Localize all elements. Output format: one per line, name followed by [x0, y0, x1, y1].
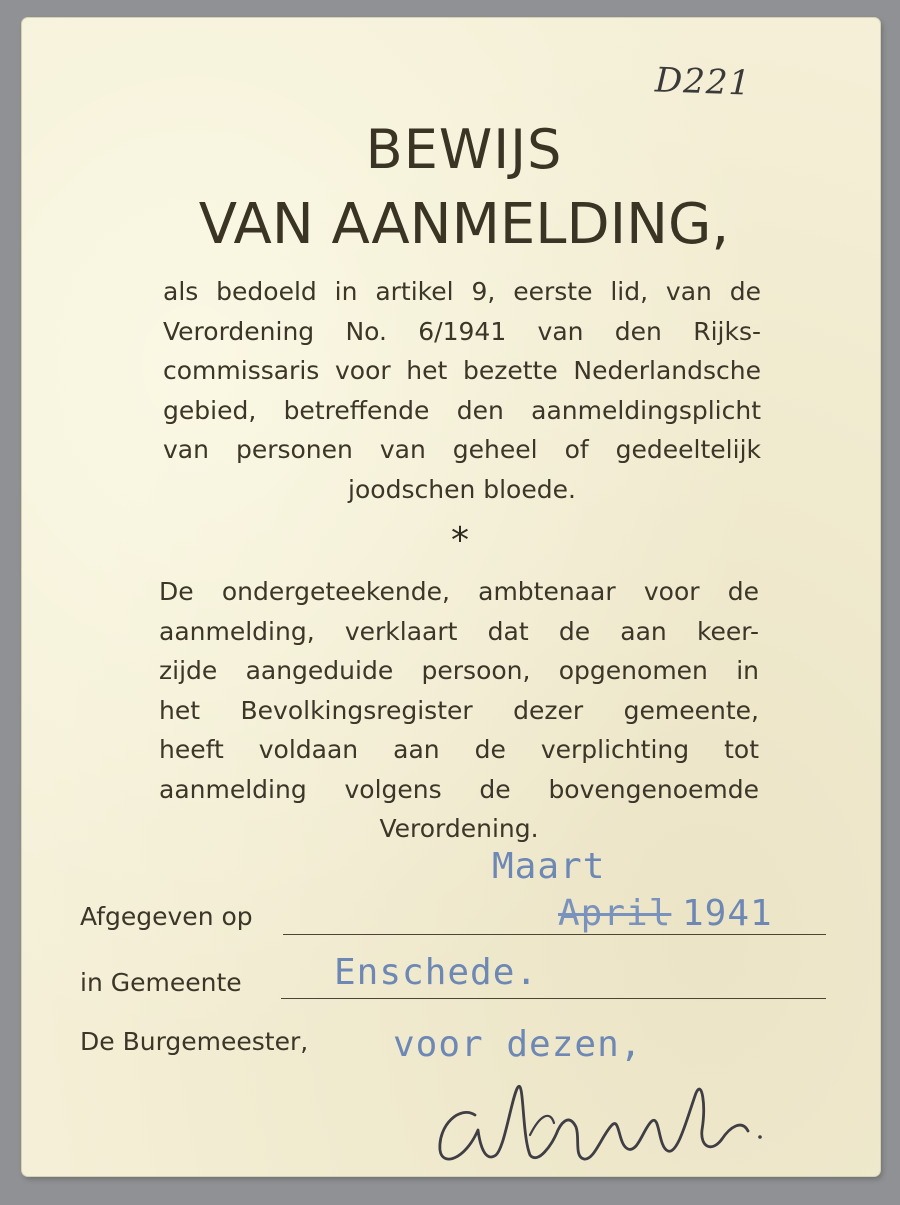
intro-paragraph	[163, 272, 761, 509]
issued-on-label: Afgegeven op	[80, 902, 253, 931]
declaration-line: aanmelding volgens de bovengenoemde	[159, 774, 759, 804]
reference-number: D221	[654, 60, 752, 104]
declaration-line: aanmelding, verklaart dat de aan keer-	[159, 616, 759, 646]
intro-line: Verordening No. 6/1941 van den Rijks-	[163, 316, 761, 346]
title-line-2: VAN AANMELDING,	[198, 192, 730, 257]
declaration-line: De ondergeteekende, ambtenaar voor de	[159, 577, 759, 606]
typed-on-behalf: voor dezen,	[393, 1024, 643, 1065]
handwritten-signature	[430, 1075, 770, 1170]
municipality-label: in Gemeente	[80, 968, 242, 997]
struck-month: April	[558, 893, 672, 934]
declaration-line: Verordening.	[379, 814, 539, 843]
declaration-line: zijde aangeduide persoon, opgenomen in	[159, 656, 759, 685]
asterisk-separator: *	[451, 520, 469, 561]
intro-line: als bedoeld in artikel 9, eerste lid, van de	[163, 277, 761, 306]
declaration-line: heeft voldaan aan de verplichting tot	[159, 735, 759, 764]
municipality-line	[281, 998, 826, 999]
mayor-label: De Burgemeester,	[80, 1027, 309, 1056]
declaration-line: het Bevolkingsregister dezer gemeente,	[159, 695, 759, 725]
intro-line: gebied, betreffende den aanmeldingsplicht	[163, 395, 761, 425]
intro-line: van personen van geheel of gedeeltelijk	[163, 435, 761, 464]
intro-line: joodschen bloede.	[348, 474, 576, 504]
typed-year: 1941	[682, 893, 773, 934]
declaration-paragraph	[159, 572, 759, 849]
intro-line: commissaris voor het bezette Nederlandsche	[163, 356, 761, 385]
title-line-1: BEWIJS	[365, 118, 563, 181]
typed-month: Maart	[492, 846, 606, 887]
typed-municipality: Enschede.	[334, 952, 539, 993]
issued-on-line	[283, 934, 826, 935]
